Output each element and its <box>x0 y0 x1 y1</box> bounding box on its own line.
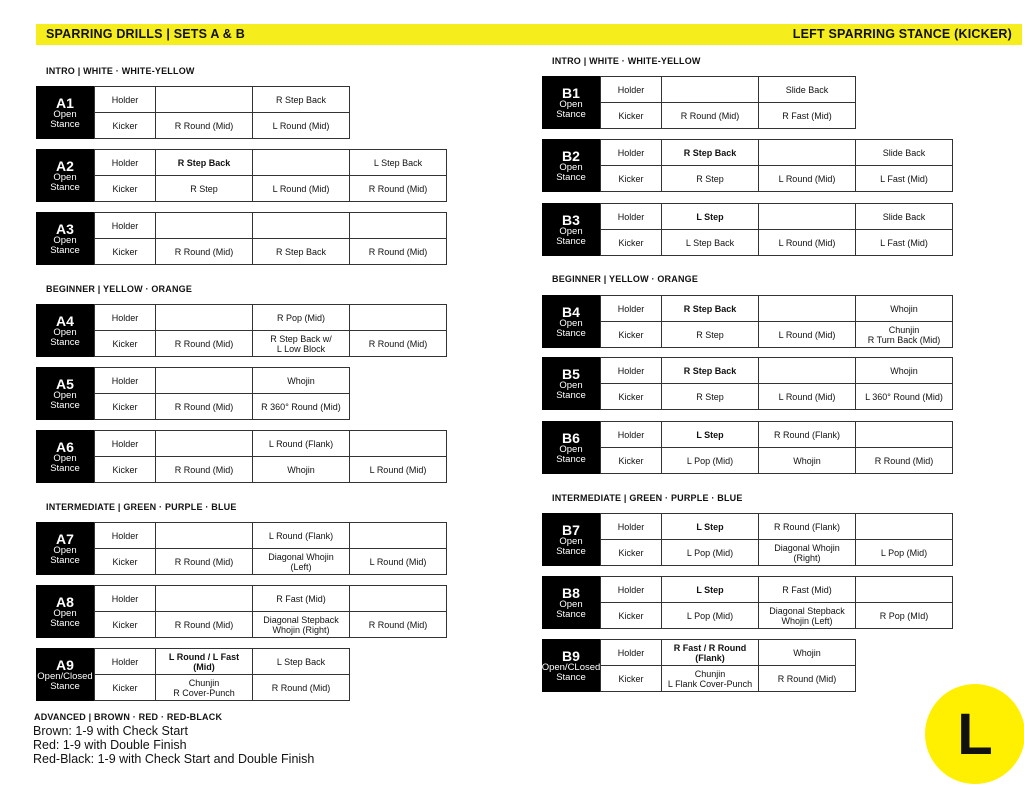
drill-code: B2 <box>562 147 580 164</box>
kicker-step-1: L Step Back <box>662 230 759 256</box>
kicker-step-2: L Round (Mid) <box>253 113 350 139</box>
kicker-step-2: R Fast (Mid) <box>759 103 856 129</box>
drill-a2 <box>36 149 447 202</box>
drill-stance: Stance <box>50 554 80 566</box>
drill-stance: Stance <box>556 108 586 120</box>
kicker-row <box>601 603 953 629</box>
kicker-label: Kicker <box>95 176 156 202</box>
kicker-label: Kicker <box>601 103 662 129</box>
drill-stance: Stance <box>556 327 586 339</box>
drill-table <box>600 139 953 192</box>
drill-id-block <box>36 86 94 139</box>
holder-label: Holder <box>95 305 156 331</box>
drill-table <box>94 149 447 202</box>
kicker-step-2: Diagonal Whojin (Right) <box>759 540 856 566</box>
drill-id-block <box>542 357 600 410</box>
kicker-row <box>95 113 350 139</box>
drill-a9 <box>36 648 350 701</box>
drill-stance: Open/Closed <box>37 670 93 682</box>
drill-id-block <box>36 648 94 701</box>
holder-step-2 <box>253 150 350 176</box>
kicker-step-2: R Round (Mid) <box>759 666 856 692</box>
drill-stance: Open <box>559 379 583 391</box>
kicker-step-2: R 360° Round (Mid) <box>253 394 350 420</box>
drill-b7 <box>542 513 953 566</box>
drill-stance: Stance <box>556 608 586 620</box>
holder-step-2: R Fast (Mid) <box>253 586 350 612</box>
kicker-label: Kicker <box>601 230 662 256</box>
drill-id-block <box>542 576 600 629</box>
kicker-step-1: L Pop (Mid) <box>662 540 759 566</box>
kicker-label: Kicker <box>95 239 156 265</box>
drill-b9 <box>542 639 856 692</box>
kicker-step-1: L Pop (Mid) <box>662 603 759 629</box>
drill-code: A9 <box>56 656 74 673</box>
drill-code: B8 <box>562 584 580 601</box>
drill-table <box>600 295 953 348</box>
drill-id-block <box>36 585 94 638</box>
drill-code: B3 <box>562 211 580 228</box>
kicker-step-1: Chunjin R Cover-Punch <box>156 675 253 701</box>
drill-table <box>94 304 447 357</box>
kicker-step-1: R Step <box>662 166 759 192</box>
drill-stance: Stance <box>50 118 80 130</box>
drill-stance: Stance <box>50 617 80 629</box>
drill-table <box>600 203 953 256</box>
drill-table <box>600 576 953 629</box>
drill-code: B9 <box>562 647 580 664</box>
drill-stance: Open/CLosed <box>541 661 601 673</box>
holder-step-1 <box>156 586 253 612</box>
drill-table <box>94 430 447 483</box>
note-line: Red: 1-9 with Double Finish <box>33 738 187 752</box>
holder-step-3 <box>856 422 953 448</box>
drill-id-block <box>542 639 600 692</box>
holder-step-2: R Round (Flank) <box>759 514 856 540</box>
kicker-step-1: R Round (Mid) <box>156 549 253 575</box>
kicker-row <box>95 675 350 701</box>
kicker-label: Kicker <box>95 612 156 638</box>
holder-step-3: Whojin <box>856 296 953 322</box>
kicker-step-3: L Pop (Mid) <box>856 540 953 566</box>
holder-label: Holder <box>601 422 662 448</box>
kicker-step-1: R Round (Mid) <box>662 103 759 129</box>
holder-step-2: R Fast (Mid) <box>759 577 856 603</box>
kicker-label: Kicker <box>601 166 662 192</box>
drill-id-block <box>36 522 94 575</box>
drill-id-block <box>36 430 94 483</box>
holder-row <box>601 140 953 166</box>
kicker-step-3: R Round (Mid) <box>350 239 447 265</box>
kicker-step-3: L Fast (Mid) <box>856 166 953 192</box>
holder-row <box>601 640 856 666</box>
drill-stance: Stance <box>50 244 80 256</box>
kicker-step-1: R Round (Mid) <box>156 457 253 483</box>
kicker-step-3: L Round (Mid) <box>350 457 447 483</box>
holder-step-3 <box>856 514 953 540</box>
holder-step-1: R Step Back <box>662 358 759 384</box>
kicker-row <box>601 230 953 256</box>
section-heading: ADVANCED | BROWN · RED · RED-BLACK <box>34 712 223 722</box>
kicker-label: Kicker <box>95 549 156 575</box>
holder-label: Holder <box>601 204 662 230</box>
section-heading: BEGINNER | YELLOW · ORANGE <box>552 274 699 284</box>
kicker-label: Kicker <box>601 540 662 566</box>
drill-code: B4 <box>562 303 580 320</box>
kicker-row <box>95 176 447 202</box>
holder-step-1: R Step Back <box>662 296 759 322</box>
drill-stance: Stance <box>556 235 586 247</box>
drill-stance: Open <box>559 98 583 110</box>
holder-label: Holder <box>95 87 156 113</box>
drill-stance: Stance <box>556 171 586 183</box>
drill-code: A2 <box>56 157 74 174</box>
drill-stance: Open <box>559 535 583 547</box>
drill-code: A4 <box>56 312 74 329</box>
kicker-row <box>95 612 447 638</box>
kicker-step-3: L 360° Round (Mid) <box>856 384 953 410</box>
drill-stance: Open <box>53 234 77 246</box>
holder-step-1 <box>156 305 253 331</box>
kicker-row <box>601 666 856 692</box>
holder-step-2: L Round (Flank) <box>253 523 350 549</box>
holder-step-2 <box>759 296 856 322</box>
drill-id-block <box>542 76 600 129</box>
holder-label: Holder <box>95 368 156 394</box>
holder-step-3 <box>350 431 447 457</box>
kicker-step-3: R Pop (MId) <box>856 603 953 629</box>
drill-stance: Stance <box>556 389 586 401</box>
holder-row <box>601 204 953 230</box>
drill-a1 <box>36 86 350 139</box>
kicker-step-2: R Step Back <box>253 239 350 265</box>
holder-step-1 <box>662 77 759 103</box>
drill-code: A7 <box>56 530 74 547</box>
holder-step-1: R Step Back <box>156 150 253 176</box>
kicker-step-3: R Round (Mid) <box>856 448 953 474</box>
holder-row <box>601 514 953 540</box>
holder-step-1: L Step <box>662 577 759 603</box>
drill-b4 <box>542 295 953 348</box>
drill-stance: Stance <box>50 462 80 474</box>
drill-stance: Stance <box>50 181 80 193</box>
drill-b5 <box>542 357 953 410</box>
holder-step-1 <box>156 431 253 457</box>
drill-table <box>600 357 953 410</box>
drill-stance: Open <box>53 171 77 183</box>
header-title-left: SPARRING DRILLS | SETS A & B <box>46 27 245 41</box>
holder-label: Holder <box>601 77 662 103</box>
drill-stance: Open <box>53 607 77 619</box>
kicker-step-2: L Round (Mid) <box>759 322 856 348</box>
holder-row <box>95 87 350 113</box>
kicker-step-1: Chunjin L Flank Cover-Punch <box>662 666 759 692</box>
holder-step-3 <box>856 577 953 603</box>
kicker-step-2: L Round (Mid) <box>759 384 856 410</box>
drill-code: B1 <box>562 84 580 101</box>
section-heading: INTRO | WHITE · WHITE-YELLOW <box>552 56 701 66</box>
note-line: Brown: 1-9 with Check Start <box>33 724 188 738</box>
kicker-step-1: R Step <box>662 322 759 348</box>
kicker-label: Kicker <box>601 448 662 474</box>
kicker-row <box>601 166 953 192</box>
drill-a7 <box>36 522 447 575</box>
drill-b8 <box>542 576 953 629</box>
drill-stance: Open <box>53 108 77 120</box>
holder-row <box>601 358 953 384</box>
holder-step-1 <box>156 368 253 394</box>
holder-step-1 <box>156 87 253 113</box>
holder-label: Holder <box>601 140 662 166</box>
drill-b3 <box>542 203 953 256</box>
drill-code: B7 <box>562 521 580 538</box>
holder-row <box>601 422 953 448</box>
kicker-label: Kicker <box>95 113 156 139</box>
holder-label: Holder <box>95 431 156 457</box>
kicker-step-2: Diagonal Whojin (Left) <box>253 549 350 575</box>
drill-id-block <box>542 139 600 192</box>
holder-step-3: Slide Back <box>856 204 953 230</box>
holder-step-1: R Step Back <box>662 140 759 166</box>
holder-label: Holder <box>601 296 662 322</box>
drill-stance: Open <box>53 452 77 464</box>
holder-row <box>95 368 350 394</box>
holder-step-2: L Step Back <box>253 649 350 675</box>
drill-table <box>600 421 953 474</box>
kicker-step-1: R Round (Mid) <box>156 239 253 265</box>
drill-table <box>94 522 447 575</box>
kicker-label: Kicker <box>95 331 156 357</box>
drill-a8 <box>36 585 447 638</box>
holder-step-3: L Step Back <box>350 150 447 176</box>
kicker-row <box>601 448 953 474</box>
holder-row <box>95 649 350 675</box>
drill-table <box>600 76 856 129</box>
kicker-step-2: Whojin <box>759 448 856 474</box>
drill-stance: Stance <box>556 545 586 557</box>
kicker-step-1: R Step <box>662 384 759 410</box>
holder-step-2: R Round (Flank) <box>759 422 856 448</box>
holder-step-2 <box>759 204 856 230</box>
drill-stance: Open <box>559 225 583 237</box>
drill-stance: Open <box>53 326 77 338</box>
drill-a6 <box>36 430 447 483</box>
kicker-row <box>601 384 953 410</box>
section-heading: BEGINNER | YELLOW · ORANGE <box>46 284 193 294</box>
drill-code: A5 <box>56 375 74 392</box>
drill-b1 <box>542 76 856 129</box>
kicker-step-1: L Pop (Mid) <box>662 448 759 474</box>
drill-id-block <box>542 295 600 348</box>
drill-stance: Open <box>559 317 583 329</box>
kicker-step-2: Diagonal Stepback Whojin (Right) <box>253 612 350 638</box>
holder-step-1 <box>156 213 253 239</box>
holder-step-2: R Step Back <box>253 87 350 113</box>
drill-a4 <box>36 304 447 357</box>
kicker-row <box>601 322 953 348</box>
holder-step-2: Whojin <box>759 640 856 666</box>
holder-step-2: R Pop (Mid) <box>253 305 350 331</box>
holder-label: Holder <box>601 640 662 666</box>
drill-table <box>94 585 447 638</box>
holder-step-3 <box>350 305 447 331</box>
holder-row <box>95 213 447 239</box>
kicker-label: Kicker <box>601 603 662 629</box>
drill-id-block <box>542 421 600 474</box>
holder-label: Holder <box>95 213 156 239</box>
drill-code: B5 <box>562 365 580 382</box>
kicker-label: Kicker <box>601 666 662 692</box>
holder-row <box>95 586 447 612</box>
drill-table <box>94 648 350 701</box>
kicker-row <box>95 549 447 575</box>
holder-label: Holder <box>601 577 662 603</box>
kicker-label: Kicker <box>601 384 662 410</box>
drill-stance: Open <box>559 598 583 610</box>
drill-b6 <box>542 421 953 474</box>
drill-id-block <box>36 367 94 420</box>
holder-step-2 <box>759 140 856 166</box>
kicker-step-3: Chunjin R Turn Back (Mid) <box>856 322 953 348</box>
kicker-label: Kicker <box>95 457 156 483</box>
kicker-row <box>95 331 447 357</box>
drill-stance: Stance <box>50 336 80 348</box>
holder-step-1 <box>156 523 253 549</box>
holder-label: Holder <box>601 358 662 384</box>
header-title-right: LEFT SPARRING STANCE (KICKER) <box>792 27 1012 41</box>
drill-id-block <box>36 304 94 357</box>
drill-stance: Open <box>53 389 77 401</box>
holder-row <box>95 523 447 549</box>
holder-step-1: L Step <box>662 422 759 448</box>
holder-step-2 <box>253 213 350 239</box>
kicker-step-1: R Round (Mid) <box>156 331 253 357</box>
drill-code: A1 <box>56 94 74 111</box>
drill-stance: Open <box>559 443 583 455</box>
holder-step-1: L Step <box>662 204 759 230</box>
kicker-row <box>95 394 350 420</box>
drill-stance: Stance <box>556 453 586 465</box>
holder-label: Holder <box>601 514 662 540</box>
holder-step-2 <box>759 358 856 384</box>
holder-label: Holder <box>95 586 156 612</box>
drill-table <box>94 212 447 265</box>
advanced-notes <box>33 724 314 766</box>
drill-code: A3 <box>56 220 74 237</box>
drill-code: B6 <box>562 429 580 446</box>
holder-step-2: Whojin <box>253 368 350 394</box>
holder-step-3 <box>350 586 447 612</box>
drill-id-block <box>542 513 600 566</box>
kicker-label: Kicker <box>95 394 156 420</box>
holder-row <box>601 77 856 103</box>
kicker-step-2: L Round (Mid) <box>253 176 350 202</box>
kicker-step-1: R Round (Mid) <box>156 612 253 638</box>
holder-step-3: Slide Back <box>856 140 953 166</box>
holder-label: Holder <box>95 523 156 549</box>
section-heading: INTERMEDIATE | GREEN · PURPLE · BLUE <box>552 493 743 503</box>
drill-code: A8 <box>56 593 74 610</box>
drill-stance: Stance <box>50 399 80 411</box>
drill-b2 <box>542 139 953 192</box>
drill-table <box>600 513 953 566</box>
kicker-row <box>601 540 953 566</box>
kicker-step-1: R Step <box>156 176 253 202</box>
holder-row <box>95 431 447 457</box>
kicker-step-2: R Step Back w/ L Low Block <box>253 331 350 357</box>
holder-row <box>95 150 447 176</box>
drill-stance: Stance <box>556 671 586 683</box>
holder-label: Holder <box>95 649 156 675</box>
kicker-step-2: Diagonal Stepback Whojin (Left) <box>759 603 856 629</box>
drill-id-block <box>542 203 600 256</box>
kicker-row <box>95 239 447 265</box>
drill-code: A6 <box>56 438 74 455</box>
kicker-row <box>601 103 856 129</box>
kicker-step-3: R Round (Mid) <box>350 612 447 638</box>
holder-step-3 <box>350 523 447 549</box>
holder-row <box>601 296 953 322</box>
section-heading: INTERMEDIATE | GREEN · PURPLE · BLUE <box>46 502 237 512</box>
drill-stance: Open <box>53 544 77 556</box>
note-line: Red-Black: 1-9 with Check Start and Double Finish <box>33 752 315 766</box>
section-heading: INTRO | WHITE · WHITE-YELLOW <box>46 66 195 76</box>
drill-stance: Stance <box>50 680 80 692</box>
kicker-step-2: R Round (Mid) <box>253 675 350 701</box>
holder-step-3 <box>350 213 447 239</box>
kicker-step-2: L Round (Mid) <box>759 230 856 256</box>
header-bar <box>36 24 1022 45</box>
holder-step-1: L Round / L Fast (Mid) <box>156 649 253 675</box>
holder-step-1: L Step <box>662 514 759 540</box>
drill-table <box>94 86 350 139</box>
kicker-step-3: L Fast (Mid) <box>856 230 953 256</box>
kicker-step-3: L Round (Mid) <box>350 549 447 575</box>
holder-step-1: R Fast / R Round (Flank) <box>662 640 759 666</box>
drill-id-block <box>36 212 94 265</box>
drill-id-block <box>36 149 94 202</box>
drill-stance: Open <box>559 161 583 173</box>
holder-step-3: Whojin <box>856 358 953 384</box>
drill-a5 <box>36 367 350 420</box>
kicker-step-3: R Round (Mid) <box>350 176 447 202</box>
holder-label: Holder <box>95 150 156 176</box>
holder-step-2: Slide Back <box>759 77 856 103</box>
kicker-step-3: R Round (Mid) <box>350 331 447 357</box>
holder-row <box>95 305 447 331</box>
stance-badge: L <box>925 684 1024 784</box>
kicker-step-2: L Round (Mid) <box>759 166 856 192</box>
kicker-label: Kicker <box>601 322 662 348</box>
kicker-step-1: R Round (Mid) <box>156 394 253 420</box>
kicker-row <box>95 457 447 483</box>
drill-a3 <box>36 212 447 265</box>
holder-row <box>601 577 953 603</box>
drill-table <box>94 367 350 420</box>
holder-step-2: L Round (Flank) <box>253 431 350 457</box>
kicker-label: Kicker <box>95 675 156 701</box>
drill-table <box>600 639 856 692</box>
kicker-step-1: R Round (Mid) <box>156 113 253 139</box>
kicker-step-2: Whojin <box>253 457 350 483</box>
